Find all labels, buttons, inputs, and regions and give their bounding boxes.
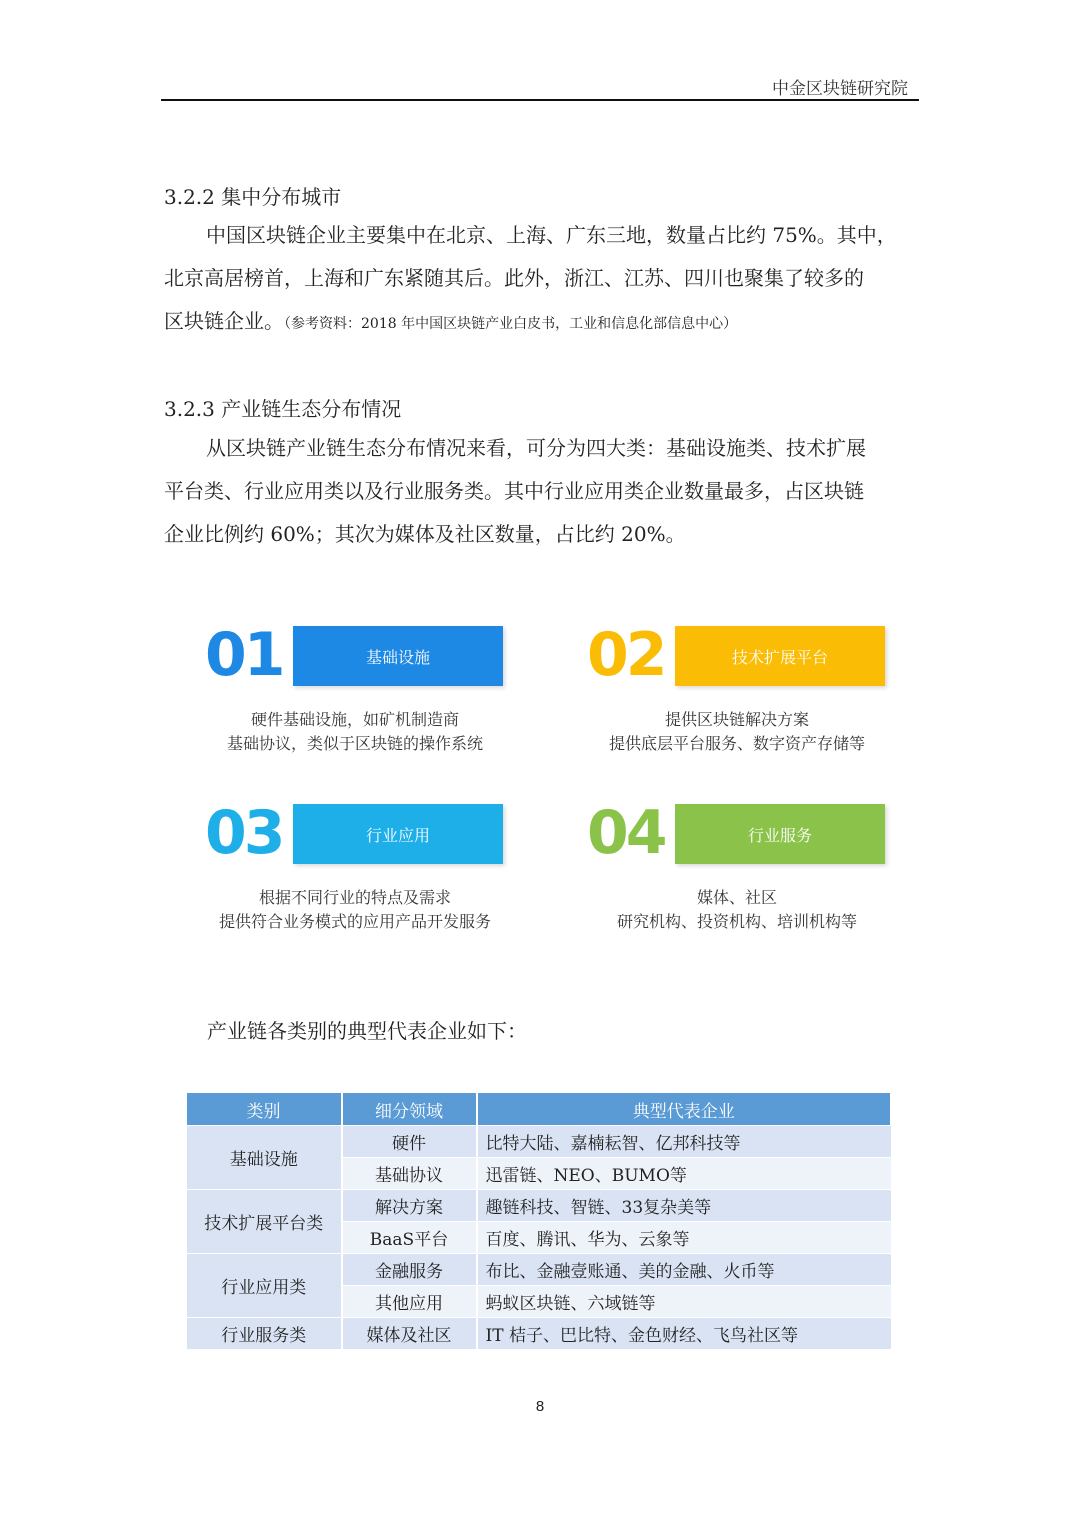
quadrant-04: [587, 798, 967, 944]
quadrant-title-box: 基础设施: [293, 626, 503, 686]
section-322-heading: 3.2.2 集中分布城市: [164, 185, 342, 209]
table-row: [187, 1126, 892, 1158]
table-row: [187, 1190, 892, 1222]
quadrant-number: 01: [205, 620, 283, 690]
quadrant-03: [205, 798, 585, 944]
table-header-row: [187, 1093, 892, 1126]
companies-cell: 比特大陆、嘉楠耘智、亿邦科技等: [477, 1126, 892, 1158]
section-323-heading: 3.2.3 产业链生态分布情况: [164, 397, 402, 421]
category-cell: 行业应用类: [187, 1254, 342, 1318]
column-header-subfield: 细分领域: [342, 1093, 477, 1126]
companies-cell: IT 桔子、巴比特、金色财经、飞鸟社区等: [477, 1318, 892, 1350]
quadrant-description: 提供区块链解决方案 提供底层平台服务、数字资产存储等: [608, 710, 865, 753]
quadrant-description: 硬件基础设施，如矿机制造商 基础协议，类似于区块链的操作系统: [226, 710, 483, 753]
quadrant-description: 媒体、社区 研究机构、投资机构、培训机构等: [616, 888, 857, 931]
companies-cell: 趣链科技、智链、33复杂美等: [477, 1190, 892, 1222]
header-org: 中金区块链研究院: [772, 79, 908, 99]
quadrant-02: [587, 620, 967, 766]
subfield-cell: BaaS平台: [342, 1222, 477, 1254]
quadrant-title-box: 行业服务: [675, 804, 885, 864]
header-rule: [161, 99, 919, 101]
subfield-cell: 媒体及社区: [342, 1318, 477, 1350]
subfield-cell: 其他应用: [342, 1286, 477, 1318]
page-number: 8: [535, 1398, 545, 1415]
paragraph-line: 平台类、行业应用类以及行业服务类。其中行业应用类企业数量最多，占区块链: [164, 479, 864, 503]
section-322-paragraph: [164, 214, 920, 346]
subfield-cell: 金融服务: [342, 1254, 477, 1286]
companies-cell: 迅雷链、NEO、BUMO等: [477, 1158, 892, 1190]
companies-cell: 蚂蚁区块链、六域链等: [477, 1286, 892, 1318]
companies-cell: 布比、金融壹账通、美的金融、火币等: [477, 1254, 892, 1286]
category-cell: 行业服务类: [187, 1318, 342, 1350]
quadrant-title-box: 行业应用: [293, 804, 503, 864]
table-lead-text: 产业链各类别的典型代表企业如下：: [207, 1019, 527, 1043]
companies-cell: 百度、腾讯、华为、云象等: [477, 1222, 892, 1254]
quadrant-number: 03: [205, 798, 283, 868]
representative-companies-table: [186, 1093, 892, 1350]
quadrant-title-box: 技术扩展平台: [675, 626, 885, 686]
category-cell: 技术扩展平台类: [187, 1190, 342, 1254]
paragraph-line: 中国区块链企业主要集中在北京、上海、广东三地，数量占比约 75%。其中，: [206, 223, 897, 247]
section-323-paragraph: [164, 427, 920, 556]
category-cell: 基础设施: [187, 1126, 342, 1190]
paragraph-line: 北京高居榜首，上海和广东紧随其后。此外，浙江、江苏、四川也聚集了较多的: [164, 266, 864, 290]
quadrant-number: 02: [587, 620, 665, 690]
paragraph-line: 从区块链产业链生态分布情况来看，可分为四大类：基础设施类、技术扩展: [206, 436, 866, 460]
subfield-cell: 基础协议: [342, 1158, 477, 1190]
table-row: [187, 1254, 892, 1286]
reference-note: （参考资料：2018 年中国区块链产业白皮书，工业和信息化部信息中心）: [284, 316, 738, 332]
column-header-category: 类别: [187, 1093, 342, 1126]
table-row: [187, 1318, 892, 1350]
column-header-companies: 典型代表企业: [477, 1093, 892, 1126]
quadrant-number: 04: [587, 798, 665, 868]
quadrant-01: [205, 620, 585, 766]
paragraph-line: 企业比例约 60%；其次为媒体及社区数量，占比约 20%。: [164, 522, 686, 546]
subfield-cell: 解决方案: [342, 1190, 477, 1222]
paragraph-line: 区块链企业。（参考资料：2018 年中国区块链产业白皮书，工业和信息化部信息中心）: [164, 309, 738, 333]
quadrant-description: 根据不同行业的特点及需求 提供符合业务模式的应用产品开发服务: [218, 888, 491, 931]
subfield-cell: 硬件: [342, 1126, 477, 1158]
